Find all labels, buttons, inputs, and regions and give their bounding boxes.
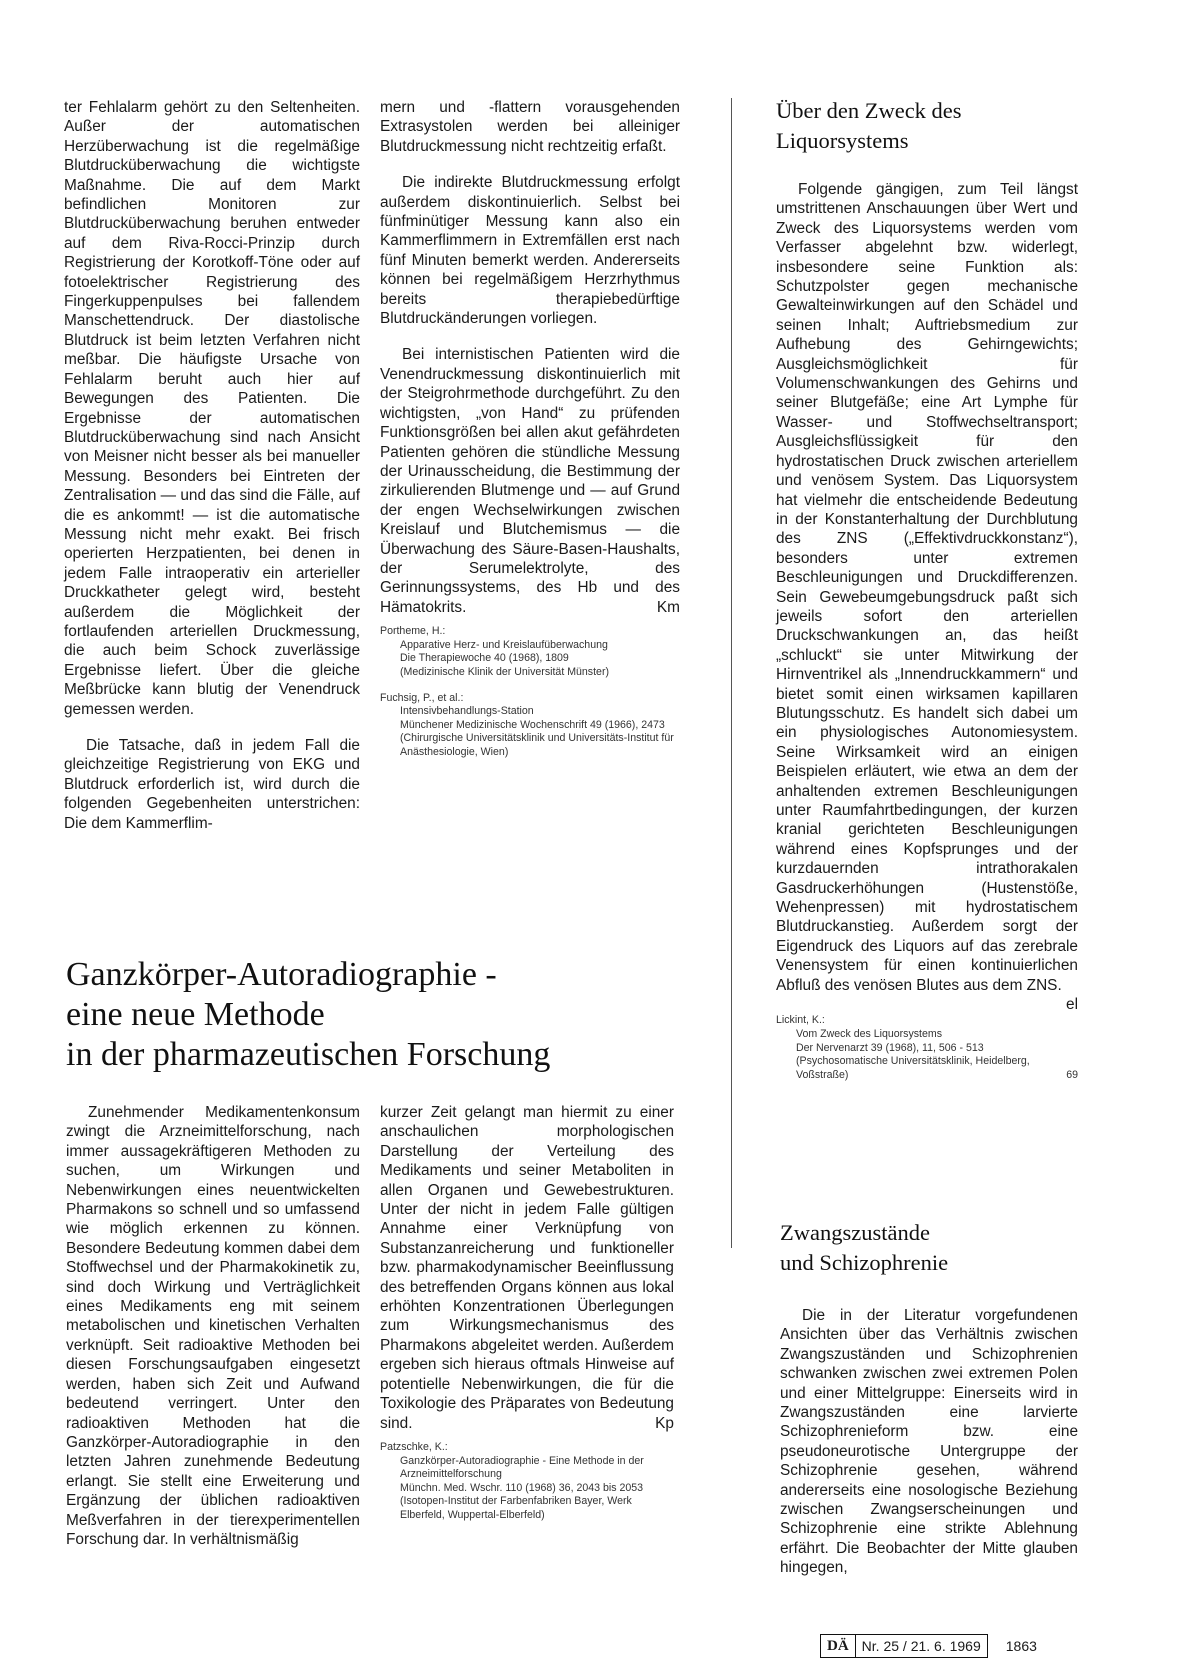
title-line: in der pharmazeutischen Forschung [66, 1036, 551, 1073]
reference-line: Münchener Medizinische Wochenschrift 49 (1966), 2473 [400, 718, 665, 731]
reference-line: (Medizinische Klinik der Universität Münster) [400, 665, 609, 678]
page-footer [820, 1634, 1037, 1658]
reference-line: Münchn. Med. Wschr. 110 (1968) 36, 2043 bis 2053 [400, 1481, 644, 1494]
reference-line [776, 1055, 1078, 1082]
reference-line-text: (Psychosomatische Universitätsklinik, Heidelberg, Voßstraße) [796, 1055, 1030, 1081]
reference-number: 69 [1066, 1068, 1078, 1081]
column-divider [731, 98, 732, 1248]
article3-paragraph [776, 180, 1078, 1014]
title-line: und Schizophrenie [780, 1250, 949, 1275]
article1-last-paragraph-text: Bei internistischen Patienten wird die Venendruckmessung diskontinuierlich mit der Steigrohrmethode durchgeführt. Zu den wichtigsten, „von Hand“ zu prüfenden Funktionsgrößen bei allen akut gefährdeten Patienten gehören die stündliche Messung der Urinausscheidung, die Bestimmung der zirkulierenden Blutmenge und — auf Grund der engen Wechselwirkungen zwischen Kreislauf und Blutchemismus — die Überwachung des Säure-Basen-Haushalts, der Serumelektrolyte, des Gerinnungssystems, des Hb und des Hämatokrits. [380, 346, 680, 616]
reference-line: Vom Zweck des Liquorsystems [796, 1028, 943, 1041]
article2-title [66, 955, 686, 1075]
article1-paragraph: Die Tatsache, daß in jedem Fall die gleichzeitige Registrierung von EKG und Blutdruck erforderlich ist, wird durch die folgenden Gegebenheiten unterstrichen: Die dem Kammerflim- [64, 737, 360, 832]
reference-line: Apparative Herz- und Kreislaufüberwachung [400, 638, 608, 651]
article3-title [776, 96, 1076, 156]
title-line: eine neue Methode [66, 996, 325, 1033]
article2-column2 [380, 1103, 674, 1534]
issue-info: Nr. 25 / 21. 6. 1969 [856, 1634, 988, 1658]
article2-paragraph-text: kurzer Zeit gelangt man hiermit zu einer anschaulichen morphologischen Darstellung der Verteilung des Medikaments und seiner Metaboliten in allen Organen und Gewebestrukturen. Unter der nicht in jedem Falle gültigen Annahme einer Verknüpfung von Substanzanreicherung und funktioneller bzw. pharmakodynamischer Beeinflussung des betreffenden Organs können aus lokal erhöhten Konzentrationen Überlegungen zum Wirkungsmechanismus des Pharmakons abgeleitet werden. Außerdem ergeben sich hieraus oftmals Hinweise auf potentielle Nebenwirkungen, die für die Toxikologie des Präparates von Bedeutung sind. [380, 1104, 674, 1432]
reference-author: Fuchsig, P., et al.: [380, 691, 464, 704]
title-line: Zwangszustände [780, 1220, 930, 1245]
article1-column1 [64, 98, 360, 850]
article2-paragraph: Zunehmender Medikamentenkonsum zwingt die Arzneimittelforschung, nach immer aussagekräftigeren Methoden zu suchen, um Wirkungen und Nebenwirkungen eines neuentwickelten Pharmakons so schnell und so umfassend wie möglich erkennen zu können. Besondere Bedeutung kommen dabei dem Stoffwechsel und der Pharmakokinetik zu, sind doch Wirkung und Verträglichkeit eines Medikaments eng mit seinem metabolischen und kinetischen Verhalten verknüpft. Seit radioaktive Methoden bei diesen Forschungsaufgaben eingesetzt werden, haben sich Zeit und Aufwand bedeutend verringert. Unter den radioaktiven Methoden hat die Ganzkörper-Autoradiographie in den letzten Jahren zunehmende Bedeutung erlangt. Sie stellt eine Erweiterung und Ergänzung der üblichen radioaktiven Meßverfahren in der tierexperimentellen Forschung dar. In verhältnismäßig [66, 1104, 360, 1548]
reference-line: (Chirurgische Universitätsklinik und Universitäts-Institut für Anästhesiologie, Wien) [400, 732, 674, 758]
journal-logo: DÄ [820, 1634, 856, 1658]
article1-reference [380, 625, 680, 679]
article4-column [780, 1306, 1078, 1595]
article3-column [776, 180, 1078, 1094]
title-line: Über den Zweck des [776, 98, 962, 123]
article4-title [780, 1218, 1080, 1278]
article3-reference [776, 1014, 1078, 1082]
article2-column1 [66, 1103, 360, 1566]
article2-signature: Kp [655, 1414, 674, 1432]
reference-line: Ganzkörper-Autoradiographie - Eine Methode in der Arzneimittelforschung [400, 1454, 644, 1481]
article1-paragraph: Die indirekte Blutdruckmessung erfolgt außerdem diskontinuierlich. Selbst bei fünfminütiger Messung kann also ein Kammerflimmern in Extremfällen erst nach fünf Minuten bemerkt werden. Andererseits können bei regelmäßigem Herzrhythmus bereits therapiebedürftige Blutdruckänderungen vorliegen. [380, 174, 680, 328]
article3-signature: el [1066, 996, 1078, 1014]
title-line: Liquorsystems [776, 128, 909, 153]
reference-line: Intensivbehandlungs-Station [400, 705, 534, 718]
reference-author: Patzschke, K.: [380, 1440, 448, 1453]
article1-reference [380, 692, 680, 760]
title-line: Ganzkörper-Autoradiographie - [66, 956, 497, 993]
article2-paragraph [380, 1103, 674, 1433]
article1-paragraph [380, 345, 680, 617]
reference-author: Portheme, H.: [380, 625, 446, 638]
article1-signature: Km [656, 598, 680, 616]
page-number: 1863 [1005, 1638, 1037, 1654]
article1-column2 [380, 98, 680, 772]
article4-paragraph: Die in der Literatur vorgefundenen Ansichten über das Verhältnis zwischen Zwangszuständen und Schizophrenien schwanken zwischen zwei extremen Polen und einer Mittelgruppe: Einerseits wird in Zwangszuständen eine larvierte Schizophrenieform bzw. eine pseudoneurotische Untergruppe der Schizophrenie gesehen, während andererseits eine nosologische Beziehung zwischen Zwangserscheinungen und Schizophrenie eine strikte Ablehnung erfährt. Die Beobachter der Mitte glauben hingegen, [780, 1307, 1078, 1577]
reference-line: Die Therapiewoche 40 (1968), 1809 [400, 652, 569, 665]
article1-paragraph: mern und -flattern vorausgehenden Extrasystolen werden bei alleiniger Blutdruckmessung nicht rechtzeitig erfaßt. [380, 99, 680, 155]
article2-reference [380, 1441, 674, 1523]
reference-author: Lickint, K.: [776, 1014, 825, 1027]
reference-line: Der Nervenarzt 39 (1968), 11, 506 - 513 [796, 1041, 984, 1054]
article1-paragraph: ter Fehlalarm gehört zu den Seltenheiten. Außer der automatischen Herzüberwachung ist die regelmäßige Blutdrucküberwachung die wichtigste Maßnahme. Die auf dem Markt befindlichen Monitoren zur Blutdrucküberwachung beruhen entweder auf dem Riva-Rocci-Prinzip durch Registrierung der Korotkoff-Töne oder auf fotoelektrischer Registrierung des Fingerkuppenpulses bei fallendem Manschettendruck. Der diastolische Blutdruck ist beim letzten Verfahren nicht meßbar. Die häufigste Ursache von Fehlalarm beruht auch hier auf Bewegungen des Patienten. Die Ergebnisse der automatischen Blutdrucküberwachung sind nach Ansicht von Meisner nicht besser als bei manueller Messung. Besonders bei Eintreten der Zentralisation — und das sind die Fälle, auf die es ankommt! — ist die automatische Messung nicht mehr exakt. Bei frisch operierten Herzpatienten, bei denen in jedem Falle intraoperativ ein arterieller Druckkatheter gelegt wird, besteht außerdem die Möglichkeit der fortlaufenden arteriellen Druckmessung, die auch beim Schock zuverlässige Ergebnisse liefert. Über die gleiche Meßbrücke kann blutig der Venendruck gemessen werden. [64, 99, 361, 718]
reference-line: (Isotopen-Institut der Farbenfabriken Bayer, Werk Elberfeld, Wuppertal-Elberfeld) [400, 1495, 632, 1521]
article3-paragraph-text: Folgende gängigen, zum Teil längst umstrittenen Anschauungen über Wert und Zweck des Liquorsystems werden vom Verfasser abgelehnt bzw. widerlegt, insbesondere seine Funktion als: Schutzpolster gegen mechanische Gewalteinwirkungen auf den Schädel und seinen Inhalt; Auftriebsmedium zur Aufhebung des Gehirngewichts; Ausgleichsmöglichkeit für Volumenschwankungen des Gehirns und seiner Blutgefäße; eine Art Lymphe für Wasser- und Stoffwechseltransport; Ausgleichsflüssigkeit für den hydrostatischen Druck zwischen arteriellem und venösem System. Das Liquorsystem hat vielmehr die entscheidende Bedeutung in der Konstanterhaltung der Durchblutung des ZNS („Effektivdruckkonstanz“), besonders unter extremen Beschleunigungen und Druckdifferenzen. Sein Gewebeumgebungsdruck paßt sich jeweils sofort den arteriellen Druckschwankungen an, das heißt „schluckt“ sie unter Mitwirkung der Hirnventrikel als „Innendruckkammern“ und bietet somit einen wirksamen kapillaren Blutungsschutz. Es handelt sich dabei um ein physiologisches Autonomiesystem. Seine Wirksamkeit wird an einigen Beispielen erläutert, wie etwa an dem der anhaltenden extremen Beschleunigungen unter Raumfahrtbedingungen, der kurzen kranial gerichteten Beschleunigungen während eines Kopfsprunges und der kurzdauernden intrathorakalen Gasdruckerhöhungen (Hustenstöße, Wehenpressen) mit hydrostatischem Blutdruckanstieg. Außerdem sorgt der Eigendruck des Liquors auf das zerebrale Venensystem für einen kontinuierlichen Abfluß des venösen Blutes aus dem ZNS. [776, 181, 1078, 994]
